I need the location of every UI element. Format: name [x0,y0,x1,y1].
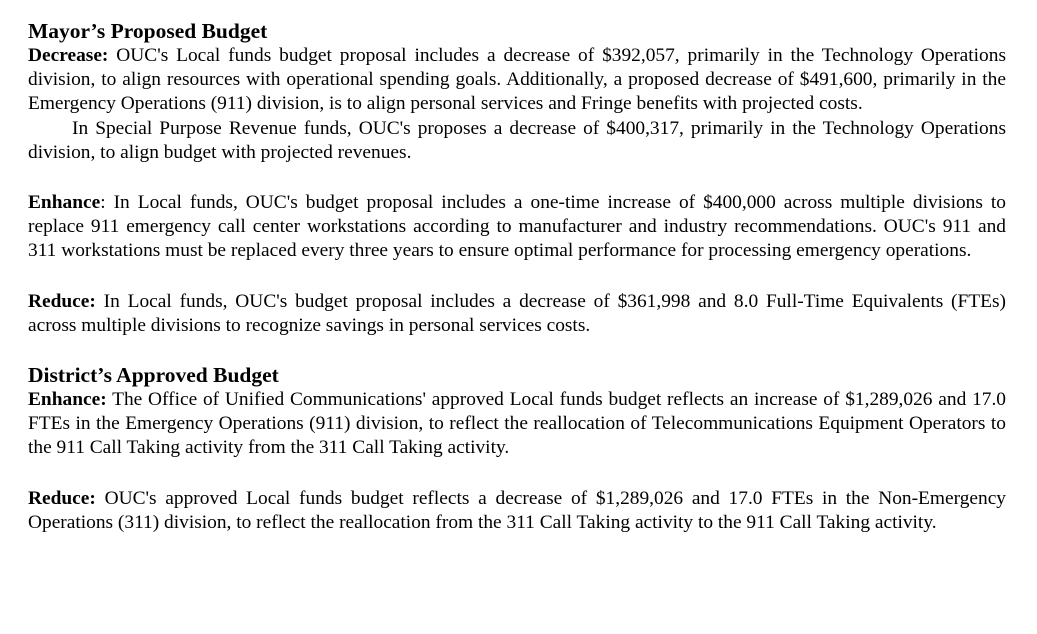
district-reduce-paragraph [28,487,1006,535]
district-approved-budget-heading: District’s Approved Budget [28,363,279,388]
district-enhance-text: The Office of Unified Communications' approved Local funds budget reflects an increase of $1,289,026 and 17.0 FTEs in the Emergency Operations (911) division, to reflect the reallocation of Telecommunications Equipment Operators to the 911 Call Taking activity from the 311 Call Taking activity. [28,389,1006,459]
mayor-reduce-text: In Local funds, OUC's budget proposal includes a decrease of $361,998 and 8.0 Full-Time Equivalents (FTEs) across multiple divisions to recognize savings in personal services costs. [28,290,1006,336]
spacer [28,165,1006,191]
mayor-enhance-paragraph [28,191,1006,264]
mayor-reduce-paragraph [28,290,1006,338]
mayor-proposed-budget-heading: Mayor’s Proposed Budget [28,19,268,43]
district-reduce-label: Reduce: [28,487,96,509]
mayor-reduce-label: Reduce: [28,290,96,312]
mayor-special-purpose-paragraph: In Special Purpose Revenue funds, OUC's proposes a decrease of $400,317, primarily in the Technology Operations division, to align budget with projected revenues. [28,117,1006,163]
mayor-decrease-text: OUC's Local funds budget proposal includes a decrease of $392,057, primarily in the Technology Operations division, to align resources with operational spending goals. Additionally, a proposed decrease of $491,600, primarily in the Emergency Operations (911) division, is to align personal services and Fringe benefits with projected costs. [28,45,1006,115]
district-enhance-label: Enhance: [28,389,107,411]
district-reduce-text: OUC's approved Local funds budget reflects a decrease of $1,289,026 and 17.0 FTEs in the Non-Emergency Operations (311) division, to reflect the reallocation from the 311 Call Taking activity to the 911 Call Taking activity. [28,487,1006,533]
mayor-decrease-label: Decrease: [28,45,109,66]
district-enhance-paragraph [28,388,1006,461]
mayor-enhance-text: : In Local funds, OUC's budget proposal includes a one-time increase of $400,000 across multiple divisions to replace 911 emergency call center workstations according to manufacturer and industry recommendations. OUC's 911 and 311 workstations must be replaced every three years to ensure optimal performance for processing emergency operations. [28,192,1006,262]
spacer [28,461,1006,487]
spacer [28,264,1006,290]
mayor-decrease-paragraph [28,44,1006,117]
document-page [28,18,1006,535]
spacer [28,338,1006,362]
mayor-enhance-label: Enhance [28,192,101,214]
